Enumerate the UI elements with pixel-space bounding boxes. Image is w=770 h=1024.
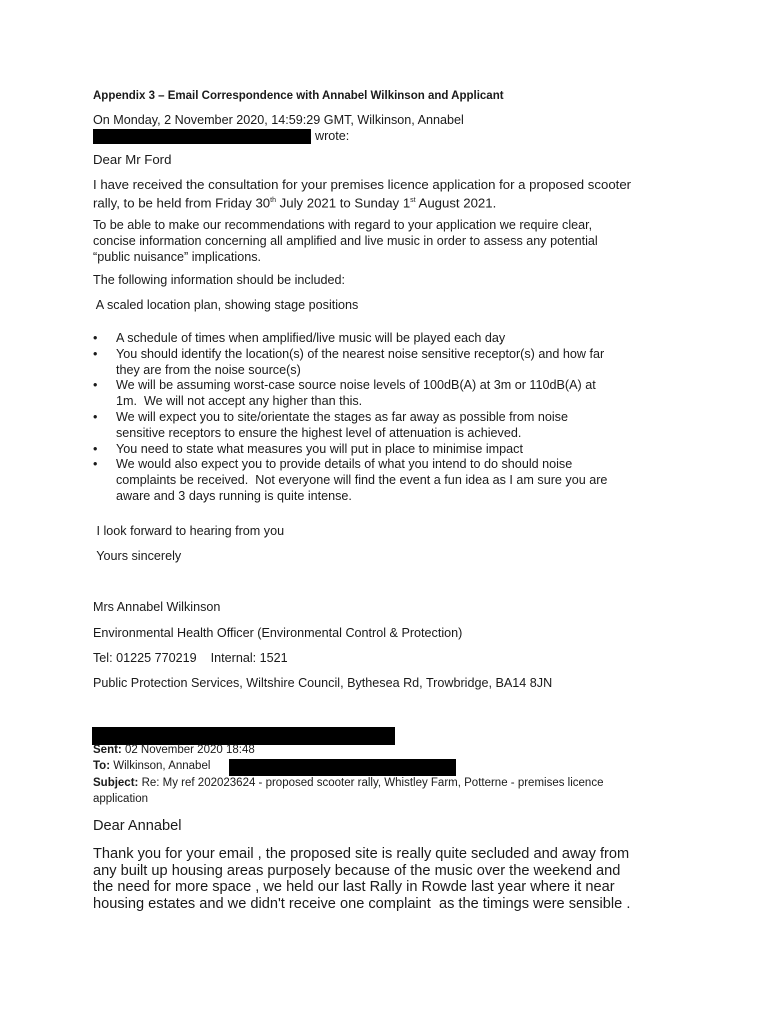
signature-name: Mrs Annabel Wilkinson [93, 600, 221, 614]
paragraph-line: any built up housing areas purposely because of the music over the weekend and [93, 862, 621, 879]
subject-value: Re: My ref 202023624 - proposed scooter rally, Whistley Farm, Potterne - premises licence [138, 777, 604, 789]
date-text: July 2021 to Sunday 1 [275, 195, 411, 211]
paragraph-line: the need for more space , we held our last Rally in Rowde last year where it near [93, 879, 615, 896]
bullet-icon: • [93, 409, 98, 424]
list-item-line: they are from the noise source(s) [116, 362, 301, 377]
appendix-heading: Appendix 3 – Email Correspondence with Annabel Wilkinson and Applicant [93, 90, 504, 102]
paragraph-line: Thank you for your email , the proposed site is really quite secluded and away from [93, 846, 630, 862]
reply-body [93, 846, 630, 912]
to-value: Wilkinson, Annabel [110, 760, 214, 772]
list-item-line: A schedule of times when amplified/live music will be played each day [116, 331, 506, 345]
signature-address: Public Protection Services, Wiltshire Council, Bythesea Rd, Trowbridge, BA14 8JN [93, 676, 553, 690]
paragraph-info-included: The following information should be included: [93, 273, 346, 287]
paragraph-location-plan: A scaled location plan, showing stage positions [93, 298, 359, 312]
sent-label: Sent: [93, 744, 122, 756]
email-header-wrote: wrote: [315, 129, 350, 143]
list-item-line: We will expect you to site/orientate the stages as far away as possible from noise [116, 409, 568, 424]
signature-title: Environmental Health Officer (Environmental Control & Protection) [93, 626, 463, 640]
superscript: st [410, 196, 416, 204]
reply-salutation: Dear Annabel [93, 818, 182, 834]
date-text: rally, to be held from Friday 30 [93, 195, 271, 211]
paragraph-requirements [93, 218, 598, 265]
email-header-line: On Monday, 2 November 2020, 14:59:29 GMT, Wilkinson, Annabel [93, 113, 464, 127]
to-line [93, 760, 214, 772]
salutation: Dear Mr Ford [93, 152, 172, 167]
bullet-icon: • [93, 457, 98, 472]
list-item-line: You need to state what measures you will put in place to minimise impact [116, 441, 523, 456]
list-item [93, 442, 607, 458]
list-item-line: complaints be received. Not everyone will find the event a fun idea as I am sure you are [116, 473, 608, 488]
paragraph-line: I have received the consultation for your premises licence application for a proposed scooter [93, 177, 632, 192]
bullet-icon: • [93, 346, 98, 361]
redaction-bar [93, 129, 311, 144]
list-item [93, 347, 607, 379]
list-item-line: 1m. We will not accept any higher than this. [116, 394, 363, 409]
subject-label: Subject: [93, 777, 139, 789]
paragraph-line: “public nuisance” implications. [93, 249, 261, 264]
list-item [93, 457, 607, 504]
paragraph-line [93, 193, 631, 211]
paragraph-line: To be able to make our recommendations with regard to your application we require clear, [93, 218, 593, 232]
bullet-icon: • [93, 441, 98, 456]
list-item [93, 410, 607, 442]
list-item [93, 378, 607, 410]
paragraph-line: concise information concerning all amplified and live music in order to assess any potential [93, 233, 598, 248]
signature-phone: Tel: 01225 770219 Internal: 1521 [93, 651, 288, 665]
sent-value: 02 November 2020 18:48 [121, 744, 255, 756]
closing-line: Yours sincerely [93, 549, 182, 563]
subject-line-continued: application [93, 793, 148, 805]
date-text: August 2021. [415, 195, 497, 211]
redaction-bar [92, 727, 395, 745]
list-item-line: aware and 3 days running is quite intense. [116, 488, 352, 503]
list-item-line: sensitive receptors to ensure the highest level of attenuation is achieved. [116, 425, 522, 440]
to-label: To: [93, 760, 111, 772]
requirements-list [93, 331, 607, 505]
redaction-bar [229, 759, 456, 776]
list-item [93, 331, 607, 347]
superscript: th [270, 196, 276, 204]
subject-line [93, 777, 603, 789]
sent-line [93, 744, 255, 756]
bullet-icon: • [93, 378, 98, 393]
list-item-line: We would also expect you to provide details of what you intend to do should noise [116, 457, 573, 472]
list-item-line: We will be assuming worst-case source noise levels of 100dB(A) at 3m or 110dB(A) at [116, 378, 596, 393]
closing-line: I look forward to hearing from you [93, 524, 285, 538]
list-item-line: You should identify the location(s) of the nearest noise sensitive receptor(s) and how far [116, 346, 605, 361]
bullet-icon: • [93, 331, 98, 345]
paragraph-line: housing estates and we didn't receive one complaint as the timings were sensible . [93, 895, 631, 912]
paragraph-consultation [93, 177, 631, 211]
